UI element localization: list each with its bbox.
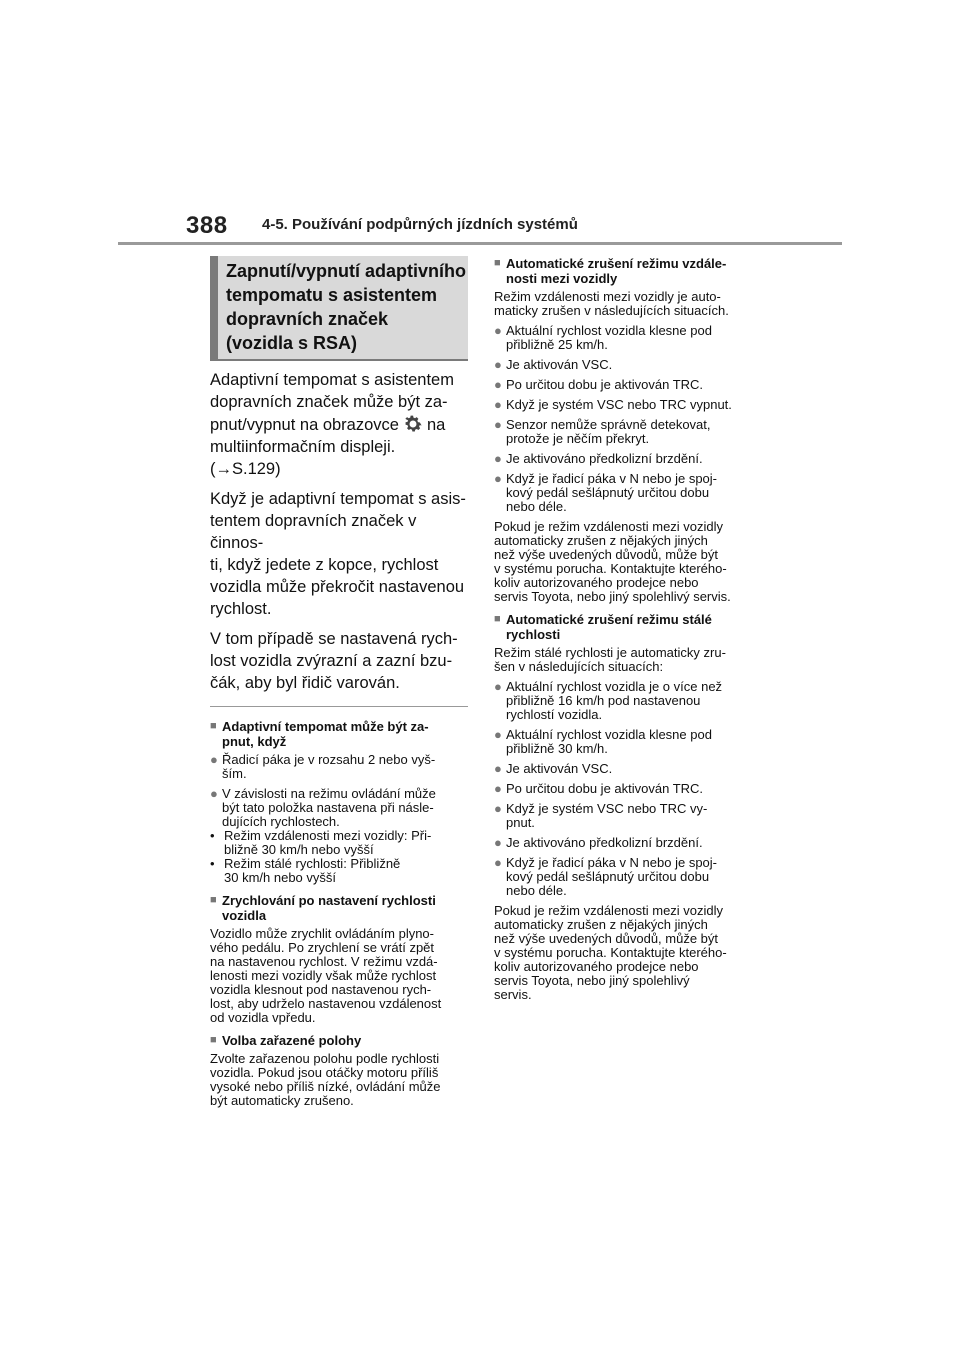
text-line: Když je řadicí páka v N nebo je spoj- bbox=[506, 471, 717, 486]
list-item-text bbox=[506, 324, 712, 352]
text-line: Senzor nemůže správně detekovat, bbox=[506, 417, 711, 432]
topic-title-line: tempomatu s asistentem bbox=[226, 285, 438, 305]
text-line: automaticky zrušen z nějakých jiných bbox=[494, 533, 708, 548]
sub-list-item bbox=[210, 857, 468, 885]
text-line: vozidla. Pokud jsou otáčky motoru příliš bbox=[210, 1065, 439, 1080]
round-bullet-icon: ● bbox=[494, 471, 502, 486]
round-bullet-icon: ● bbox=[494, 397, 502, 412]
round-bullet-icon: ● bbox=[494, 451, 502, 466]
text-line: Pokud je režim vzdálenosti mezi vozidly bbox=[494, 903, 724, 918]
text-line: V závislosti na režimu ovládání může bbox=[222, 786, 436, 801]
text-line: Je aktivován VSC. bbox=[506, 761, 613, 776]
text-line: kový pedál sešlápnutý určitou dobu bbox=[506, 485, 710, 500]
topic-title-line: dopravních značek bbox=[226, 309, 389, 329]
sub-list-item bbox=[210, 829, 468, 857]
text-line: lost vozidla zvýrazní a zazní bzu- bbox=[210, 652, 453, 670]
list-item bbox=[494, 856, 756, 898]
left-column bbox=[210, 256, 468, 1114]
heading-text bbox=[506, 612, 712, 642]
text-line: Když je řadicí páka v N nebo je spoj- bbox=[506, 855, 717, 870]
header-rule bbox=[118, 242, 842, 245]
text-line: pnut. bbox=[506, 815, 535, 830]
text-line: Aktuální rychlost vozidla je o více než bbox=[506, 679, 723, 694]
text-line: Zvolte zařazenou polohu podle rychlosti bbox=[210, 1051, 440, 1066]
list-item bbox=[494, 836, 756, 850]
list-item bbox=[494, 802, 756, 830]
section-divider bbox=[210, 706, 468, 707]
square-bullet-icon: ■ bbox=[210, 1034, 217, 1046]
square-bullet-icon: ■ bbox=[494, 613, 501, 625]
dot-marker: • bbox=[210, 856, 215, 871]
subsection-heading bbox=[210, 1033, 468, 1048]
text-line: Je aktivováno předkolizní brzdění. bbox=[506, 451, 703, 466]
list-item-text bbox=[222, 787, 436, 829]
round-bullet-icon: ● bbox=[494, 323, 502, 338]
round-bullet-icon: ● bbox=[210, 752, 218, 767]
list-item-text bbox=[506, 762, 612, 776]
text-line: servis. bbox=[494, 987, 532, 1002]
text-line: Po určitou dobu je aktivován TRC. bbox=[506, 781, 704, 796]
right-column bbox=[494, 256, 756, 1008]
body-text bbox=[210, 1052, 468, 1108]
text-line: servis Toyota, nebo jiný spolehlivý bbox=[494, 973, 690, 988]
round-bullet-icon: ● bbox=[494, 417, 502, 432]
text-line: Když je systém VSC nebo TRC vy- bbox=[506, 801, 708, 816]
dot-marker: • bbox=[210, 828, 215, 843]
heading-text bbox=[222, 1033, 361, 1048]
round-bullet-icon: ● bbox=[210, 786, 218, 801]
list-item-text bbox=[506, 802, 707, 830]
subsection-heading bbox=[210, 893, 468, 923]
list-item-text bbox=[506, 398, 732, 412]
topic-title-line: (vozidla s RSA) bbox=[226, 333, 358, 353]
text-line: na nastavenou rychlost. V režimu vzdá- bbox=[210, 954, 438, 969]
list-item bbox=[494, 452, 756, 466]
body-text bbox=[494, 904, 756, 1002]
round-bullet-icon: ● bbox=[494, 679, 502, 694]
text-line: protože je něčím překryt. bbox=[506, 431, 650, 446]
text-line: Aktuální rychlost vozidla klesne pod bbox=[506, 727, 712, 742]
list-item-text bbox=[506, 856, 717, 898]
heading-text bbox=[222, 893, 436, 923]
round-bullet-icon: ● bbox=[494, 357, 502, 372]
text-line: Je aktivováno předkolizní brzdění. bbox=[506, 835, 703, 850]
text-line: Volba zařazené polohy bbox=[222, 1033, 362, 1048]
text-line: než výše uvedených důvodů, může být bbox=[494, 931, 719, 946]
round-bullet-icon: ● bbox=[494, 727, 502, 742]
text-line: přibližně 16 km/h pod nastavenou bbox=[506, 693, 701, 708]
text-line: vozidla může překročit nastavenou bbox=[210, 578, 465, 596]
list-item-text bbox=[506, 836, 703, 850]
list-item bbox=[494, 782, 756, 796]
text-line: lenosti mezi vozidly však může rychlost bbox=[210, 968, 437, 983]
text-line: vozidla klesnout pod nastavenou rych- bbox=[210, 982, 432, 997]
text-line: automaticky zrušen z nějakých jiných bbox=[494, 917, 708, 932]
text-line: ším. bbox=[222, 766, 247, 781]
round-bullet-icon: ● bbox=[494, 835, 502, 850]
sub-item-text bbox=[224, 857, 400, 885]
list-item bbox=[494, 680, 756, 722]
text-line bbox=[210, 413, 468, 436]
list-item-text bbox=[506, 452, 703, 466]
text-line: v systému porucha. Kontaktujte kterého- bbox=[494, 945, 727, 960]
text-line: nebo déle. bbox=[506, 883, 567, 898]
text-line: být automaticky zrušeno. bbox=[210, 1093, 354, 1108]
text-line: Automatické zrušení režimu stálé bbox=[506, 612, 712, 627]
text-line: koliv autorizovaného prodejce nebo bbox=[494, 959, 699, 974]
text-line: Po určitou dobu je aktivován TRC. bbox=[506, 377, 704, 392]
list-item bbox=[494, 398, 756, 412]
text-line: dopravních značek může být za- bbox=[210, 393, 448, 411]
list-item bbox=[494, 728, 756, 756]
round-bullet-icon: ● bbox=[494, 781, 502, 796]
list-item bbox=[494, 378, 756, 392]
text-line: Režim stálé rychlosti: Přibližně bbox=[224, 856, 401, 871]
text-line: vého pedálu. Po zrychlení se vrátí zpět bbox=[210, 940, 435, 955]
list-item-text bbox=[506, 472, 717, 514]
text-line: nosti mezi vozidly bbox=[506, 271, 618, 286]
heading-text bbox=[222, 719, 429, 749]
text-line: Režim stálé rychlosti je automaticky zru- bbox=[494, 645, 726, 660]
text-line: maticky zrušen v následujících situacích. bbox=[494, 303, 729, 318]
text-line: Vozidlo může zrychlit ovládáním plyno- bbox=[210, 926, 434, 941]
text-line: Režim vzdálenosti mezi vozidly je auto- bbox=[494, 289, 721, 304]
list-item-text bbox=[506, 782, 703, 796]
text-line: Když je adaptivní tempomat s asis- bbox=[210, 490, 466, 508]
list-item-text bbox=[506, 728, 712, 756]
gear-icon bbox=[402, 413, 424, 435]
list-item bbox=[494, 324, 756, 352]
body-text bbox=[210, 927, 468, 1025]
text-line: tentem dopravních značek v činnos- bbox=[210, 512, 417, 552]
text-line: v systému porucha. Kontaktujte kterého- bbox=[494, 561, 727, 576]
text-span: na bbox=[426, 416, 446, 434]
list-item bbox=[494, 762, 756, 776]
text-line: být tato položka nastavena při násle- bbox=[222, 800, 434, 815]
list-item bbox=[494, 358, 756, 372]
text-line: Je aktivován VSC. bbox=[506, 357, 613, 372]
body-text bbox=[494, 290, 756, 318]
list-item bbox=[210, 753, 468, 781]
text-line: Režim vzdálenosti mezi vozidly: Při- bbox=[224, 828, 432, 843]
page-number: 388 bbox=[186, 212, 228, 239]
list-item bbox=[210, 787, 468, 829]
list-item-text bbox=[506, 378, 703, 392]
list-item bbox=[494, 472, 756, 514]
text-line: rychlost. bbox=[210, 600, 272, 618]
body-text bbox=[494, 520, 756, 604]
list-item-text bbox=[506, 680, 722, 722]
list-item-text bbox=[506, 358, 612, 372]
text-line: kový pedál sešlápnutý určitou dobu bbox=[506, 869, 710, 884]
round-bullet-icon: ● bbox=[494, 761, 502, 776]
subsection-heading bbox=[210, 719, 468, 749]
subsection-heading bbox=[494, 256, 756, 286]
text-line: pnut, když bbox=[222, 734, 287, 749]
subsection-heading bbox=[494, 612, 756, 642]
heading-text bbox=[506, 256, 726, 286]
round-bullet-icon: ● bbox=[494, 801, 502, 816]
text-line: šen v následujících situacích: bbox=[494, 659, 664, 674]
text-line: lost, aby udrželo nastavenou vzdálenost bbox=[210, 996, 442, 1011]
text-line: přibližně 30 km/h. bbox=[506, 741, 608, 756]
text-line: rychlostí vozidla. bbox=[506, 707, 603, 722]
text-line: rychlosti bbox=[506, 627, 561, 642]
text-line: 30 km/h nebo vyšší bbox=[224, 870, 336, 885]
intro-text bbox=[210, 369, 468, 694]
text-line: dujících rychlostech. bbox=[222, 814, 340, 829]
text-line: V tom případě se nastavená rych- bbox=[210, 630, 458, 648]
text-line: bližně 30 km/h nebo vyšší bbox=[224, 842, 374, 857]
text-line: servis Toyota, nebo jiný spolehlivý servis. bbox=[494, 589, 731, 604]
text-span: pnut/vypnut na obrazovce bbox=[210, 416, 399, 434]
list-item bbox=[494, 418, 756, 446]
text-line: ti, když jedete z kopce, rychlost bbox=[210, 556, 439, 574]
text-line: od vozidla vpředu. bbox=[210, 1010, 316, 1025]
text-line: Řadicí páka je v rozsahu 2 nebo vyš- bbox=[222, 752, 436, 767]
text-line: vozidla bbox=[222, 908, 267, 923]
text-line: Aktuální rychlost vozidla klesne pod bbox=[506, 323, 712, 338]
text-line: multiinformačním displeji. (→S.129) bbox=[210, 438, 396, 478]
text-line: Když je systém VSC nebo TRC vypnut. bbox=[506, 397, 732, 412]
text-line: Automatické zrušení režimu vzdále- bbox=[506, 256, 727, 271]
text-line: Adaptivní tempomat může být za- bbox=[222, 719, 429, 734]
body-text bbox=[494, 646, 756, 674]
text-line: přibližně 25 km/h. bbox=[506, 337, 608, 352]
text-line: vysoké nebo příliš nízké, ovládání může bbox=[210, 1079, 441, 1094]
topic-title-box bbox=[210, 256, 468, 361]
topic-title-line: Zapnutí/vypnutí adaptivního bbox=[226, 261, 466, 281]
text-line: nebo déle. bbox=[506, 499, 567, 514]
square-bullet-icon: ■ bbox=[210, 894, 217, 906]
text-line: čák, aby byl řidič varován. bbox=[210, 674, 400, 692]
square-bullet-icon: ■ bbox=[210, 720, 217, 732]
text-line: Pokud je režim vzdálenosti mezi vozidly bbox=[494, 519, 724, 534]
square-bullet-icon: ■ bbox=[494, 257, 501, 269]
round-bullet-icon: ● bbox=[494, 377, 502, 392]
text-line: Zrychlování po nastavení rychlosti bbox=[222, 893, 436, 908]
round-bullet-icon: ● bbox=[494, 855, 502, 870]
text-line: než výše uvedených důvodů, může být bbox=[494, 547, 719, 562]
section-title: 4-5. Používání podpůrných jízdních systémů bbox=[262, 216, 578, 233]
list-item-text bbox=[222, 753, 435, 781]
sub-item-text bbox=[224, 829, 431, 857]
text-line: koliv autorizovaného prodejce nebo bbox=[494, 575, 699, 590]
text-line: Adaptivní tempomat s asistentem bbox=[210, 371, 454, 389]
list-item-text bbox=[506, 418, 711, 446]
